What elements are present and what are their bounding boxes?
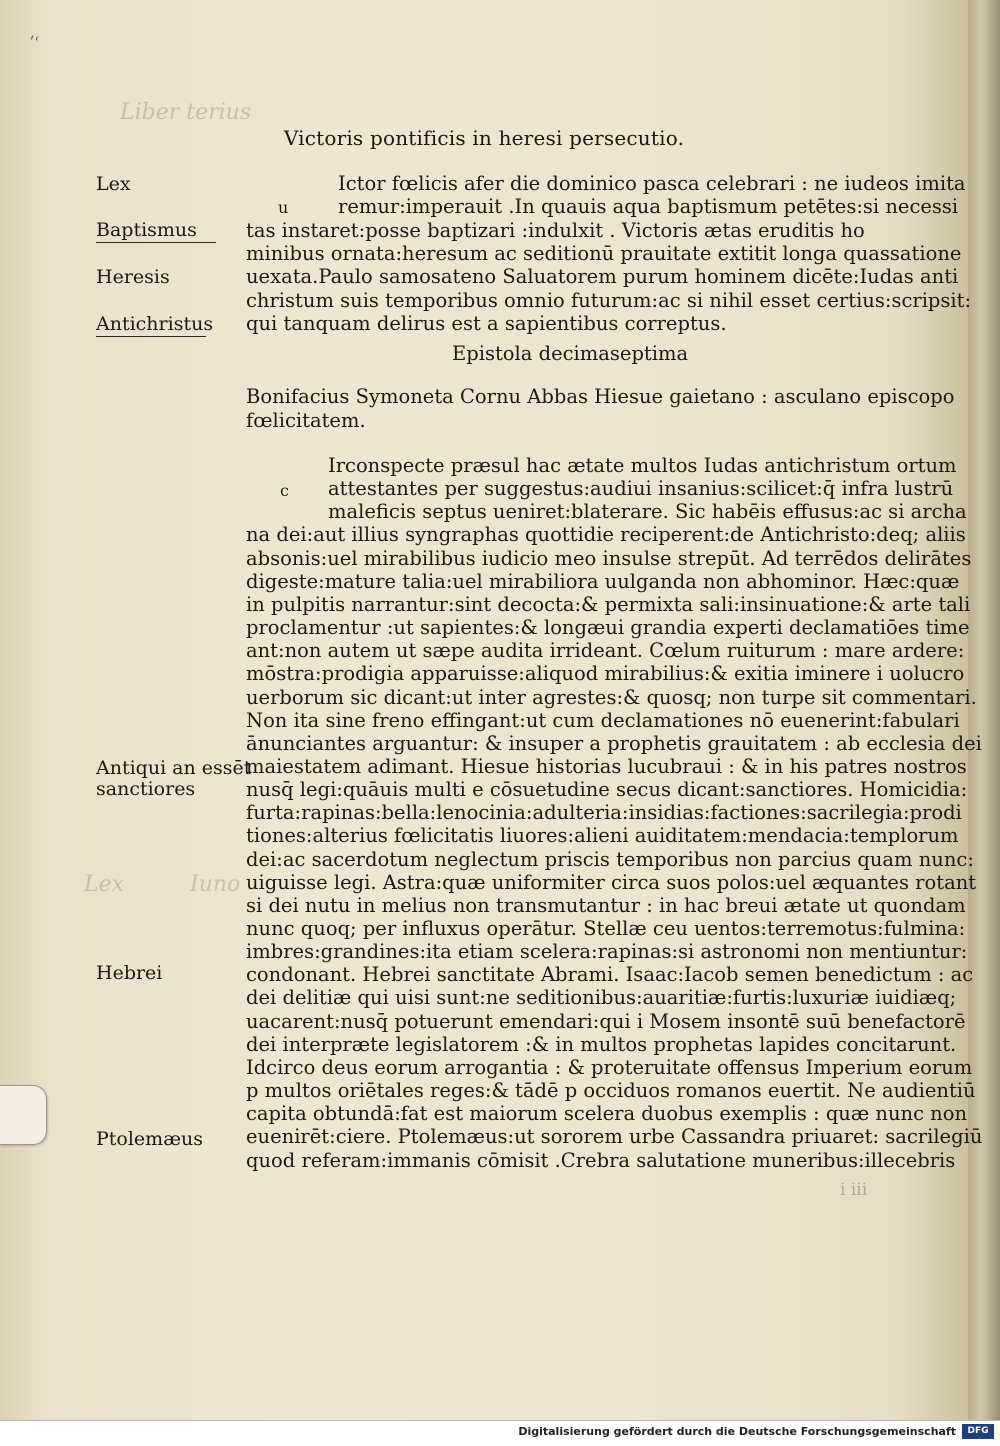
text-line: condonant. Hebrei sanctitate Abrami. Isaac:Iacob semen benedictum : ac bbox=[246, 963, 974, 987]
text-line: attestantes per suggestus:audiui insanius:scilicet:q̄ infra lustrū bbox=[328, 477, 954, 501]
margin-note-antichristus: Antichristus bbox=[96, 313, 214, 335]
page-edge bbox=[968, 0, 1000, 1420]
text-line: maleficis septus ueniret:blaterare. Sic habēis effusus:ac si archa bbox=[328, 500, 967, 524]
epistola-heading: Epistola decimaseptima bbox=[452, 342, 689, 365]
text-line: qui tanquam delirus est a sapientibus correptus. bbox=[246, 311, 727, 335]
page-tab-marker bbox=[0, 1085, 47, 1145]
dfg-logo: DFG bbox=[962, 1424, 994, 1439]
text-line: dei:ac sacerdotum neglectum priscis temporibus non parcius quam nunc: bbox=[246, 847, 974, 871]
text-line: digeste:mature talia:uel mirabiliora uulganda non abhominor. Hæc:quæ bbox=[246, 569, 960, 593]
text-line: nunc quoq; per influxus operātur. Stellæ ceu uentos:terremotus:fulmina: bbox=[246, 917, 966, 940]
margin-note-baptismus: Baptismus bbox=[96, 219, 197, 241]
text-line: uacarent:nusq̄ potuerunt emendari:qui i Mosem insontē suū benefactorē bbox=[246, 1009, 966, 1033]
margin-underline bbox=[96, 336, 206, 337]
text-line: Non ita sine freno effingant:ut cum declamationes nō euenerint:fabulari bbox=[246, 708, 960, 732]
guide-letter: c bbox=[280, 481, 289, 500]
text-line: capita obtundā:fat est maiorum scelera duobus exemplis : quæ nunc non bbox=[246, 1102, 968, 1126]
text-line: fœlicitatem. bbox=[246, 409, 366, 432]
guide-letter: u bbox=[278, 198, 289, 217]
bleed-through-text: Liber terius bbox=[120, 100, 252, 125]
margin-note-lex: Lex bbox=[96, 173, 131, 195]
text-line: dei interpræte legislatorem :& in multos prophetas lapides concitarunt. bbox=[246, 1032, 957, 1056]
text-line: nusq̄ legi:quāuis multi e cōsuetudine secus dicant:sanctiores. Homicidia: bbox=[246, 778, 968, 802]
text-line: uiguisse legi. Astra:quæ uniformiter circa suos polos:uel æquantes rotant bbox=[246, 870, 977, 894]
text-line: uerborum sic dicant:ut inter agrestes:& quosq; non turpe sit commentari. bbox=[246, 685, 977, 709]
bleed-through-text: Iuno bbox=[190, 872, 241, 897]
text-line: remur:imperauit .In quauis aqua baptismum petētes:si necessi bbox=[338, 195, 959, 219]
footer-credit: Digitalisierung gefördert durch die Deutsche Forschungsgemeinschaft bbox=[518, 1425, 956, 1438]
text-line: Idcirco deus eorum arrogantia : & proteruitate offensus Imperium eorum bbox=[246, 1055, 973, 1079]
text-line: euenirēt:ciere. Ptolemæus:ut sororem urbe Cassandra priuaret: sacrilegiū bbox=[246, 1125, 983, 1149]
bleed-through-text: Lex bbox=[84, 872, 125, 897]
text-line: dei delitiæ qui uisi sunt:ne seditionibus:auaritiæ:furtis:luxuriæ iuidiæq; bbox=[246, 986, 957, 1010]
text-line: ant:non autem ut sæpe audita irrideant. Cœlum ruiturum : mare ardere: bbox=[246, 639, 965, 663]
text-line: uexata.Paulo samosateno Saluatorem purum hominem dicēte:Iudas anti bbox=[246, 265, 959, 289]
margin-note-hebrei: Hebrei bbox=[96, 962, 163, 984]
text-line: maiestatem adimant. Hiesue historias lucubraui : & in his patres nostros bbox=[246, 754, 967, 778]
margin-note-sanctiores: sanctiores bbox=[96, 778, 196, 800]
margin-note-antiqui: Antiqui an essēt bbox=[96, 757, 252, 779]
text-line: tiones:alterius fœlicitatis liuores:alieni auiditatem:mendacia:templorum bbox=[246, 824, 959, 848]
text-line: Irconspecte præsul hac ætate multos Iudas antichristum ortum bbox=[328, 454, 957, 477]
corner-mark: ʹʿ bbox=[30, 34, 39, 52]
text-line: christum suis temporibus omnio futurum:ac si nihil esset certius:scripsit: bbox=[246, 288, 972, 312]
text-line: absonis:uel mirabilibus iudicio meo insulse strepūt. Ad terrēdos delirātes bbox=[246, 546, 972, 570]
section-title: Victoris pontificis in heresi persecutio. bbox=[283, 126, 685, 150]
text-line: Bonifacius Symoneta Cornu Abbas Hiesue gaietano : asculano episcopo bbox=[246, 385, 955, 408]
text-line: p multos oriētales reges:& tādē p occiduos romanos euertit. Ne audientiū bbox=[246, 1079, 976, 1103]
text-line: furta:rapinas:bella:lenocinia:adulteria:insidias:factiones:sacrilegia:prodi bbox=[246, 801, 962, 825]
text-line: ānunciantes arguantur: & insuper a prophetis grauitatem : ab ecclesia dei bbox=[246, 731, 982, 755]
margin-underline bbox=[96, 242, 216, 243]
text-line: proclamentur :ut sapientes:& longæui grandia experti declamatiōes time bbox=[246, 616, 970, 640]
margin-note-heresis: Heresis bbox=[96, 266, 170, 288]
text-line: mōstra:prodigia apparuisse:aliquod mirabilius:& exitia iminere i uolucro bbox=[246, 662, 965, 686]
text-line: minibus ornata:heresum ac seditionū prauitate extitit longa quassatione bbox=[246, 241, 962, 265]
text-line: Ictor fœlicis afer die dominico pasca celebrari : ne iudeos imita bbox=[338, 172, 966, 195]
text-line: si dei nutu in melius non transmutantur : in hac breui ætate ut quondam bbox=[246, 893, 966, 917]
text-line: quod referam:immanis cōmisit .Crebra salutatione muneribus:illecebris bbox=[246, 1148, 956, 1172]
margin-note-ptolemaeus: Ptolemæus bbox=[96, 1128, 204, 1150]
text-line: tas instaret:posse baptizari :indulxit . Victoris ætas eruditis ho bbox=[246, 218, 865, 242]
text-line: in pulpitis narrantur:sint decocta:& permixta sali:insinuatione:& arte tali bbox=[246, 592, 971, 616]
signature-mark: i iii bbox=[840, 1180, 868, 1200]
text-line: na dei:aut illius syngraphas quottidie reciperent:de Antichristo:deq; aliis bbox=[246, 523, 966, 547]
text-line: imbres:grandines:ita etiam scelera:rapinas:si astronomi non mentiuntur: bbox=[246, 940, 968, 964]
